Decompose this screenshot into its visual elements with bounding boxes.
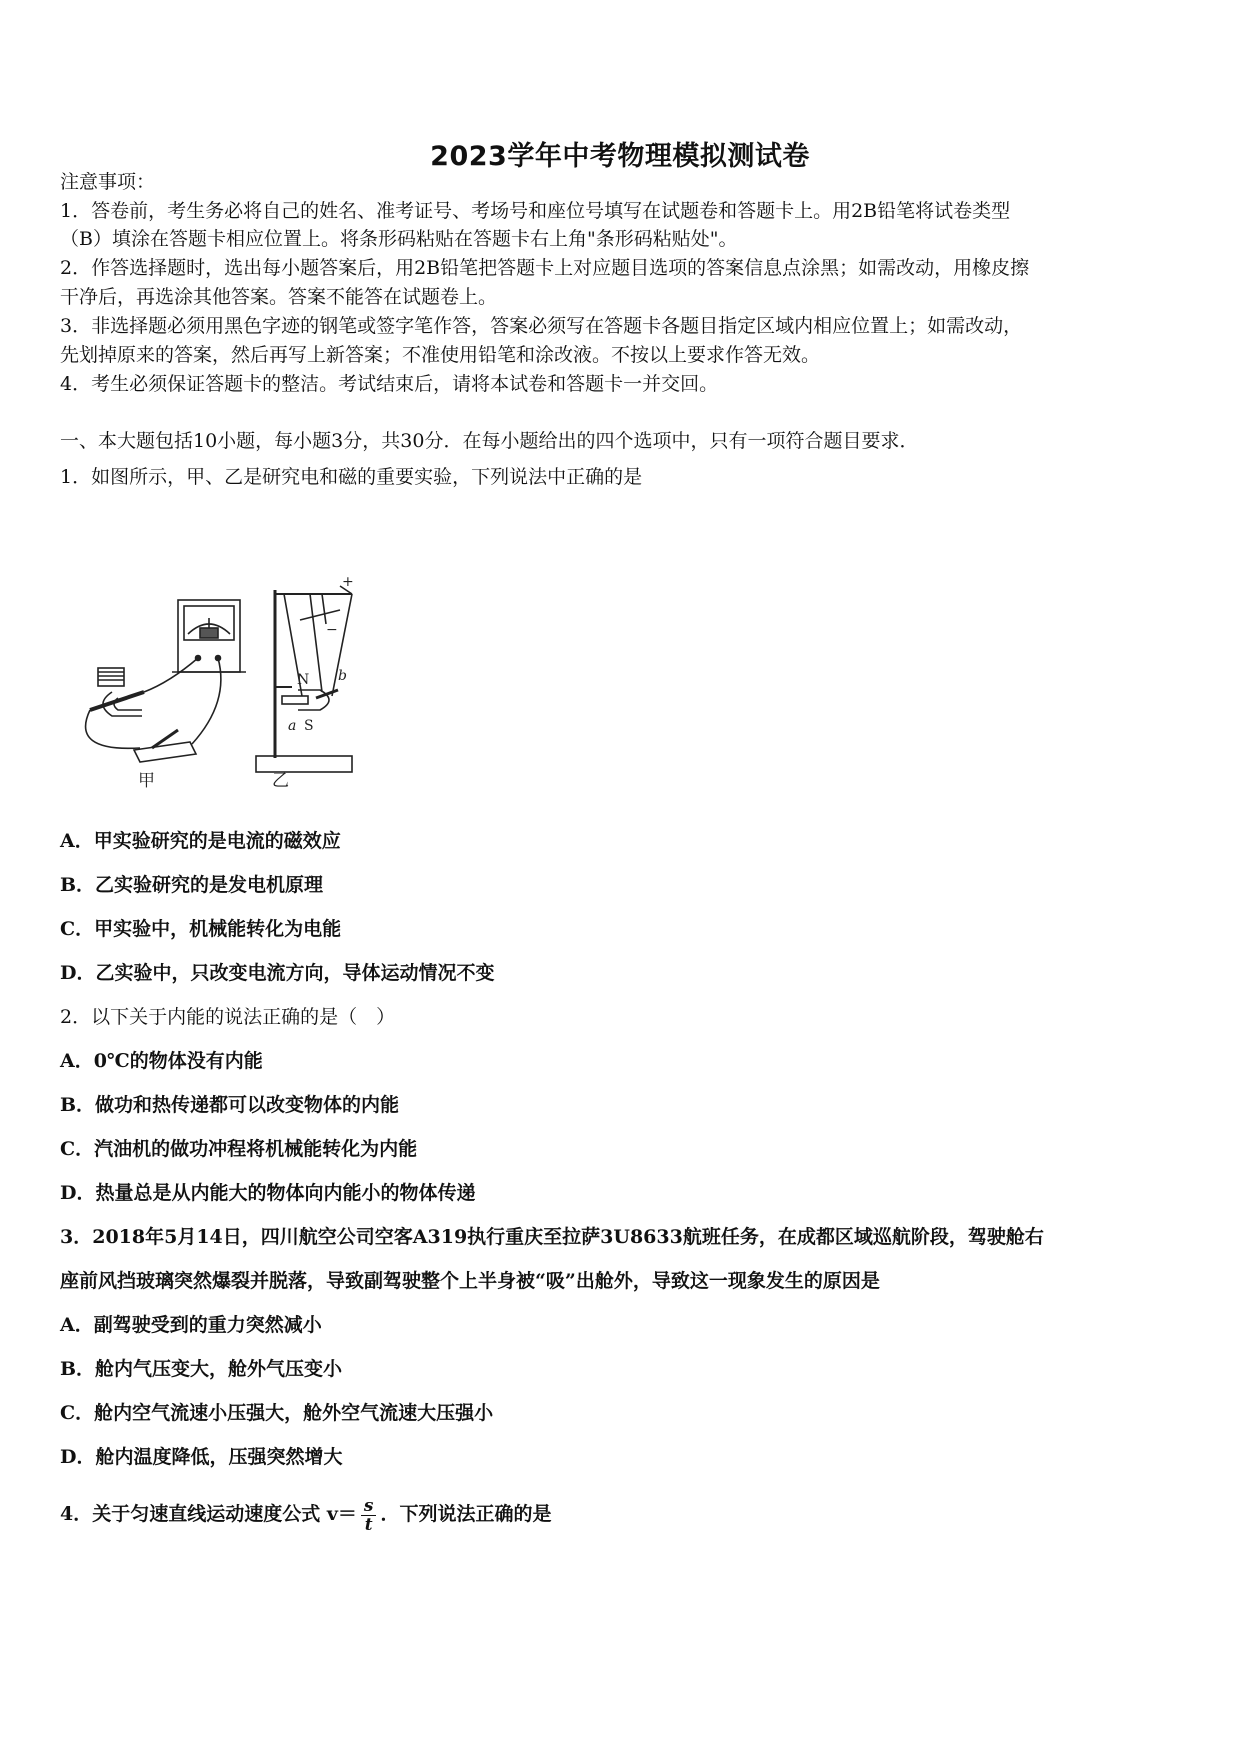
north-pole-label: N xyxy=(297,672,310,688)
notes-line: 先划掉原来的答案，然后再写上新答案；不准使用铅笔和涂改液。不按以上要求作答无效。 xyxy=(60,344,821,366)
notes-line: 3．非选择题必须用黑色字迹的钢笔或签字笔作答，答案必须写在答题卡各题目指定区域内相应位置上；如需改动， xyxy=(60,315,1023,337)
south-pole-label: S xyxy=(304,718,314,734)
option-c: C．甲实验中，机械能转化为电能 xyxy=(60,918,342,940)
option-b: B．乙实验研究的是发电机原理 xyxy=(60,874,324,896)
notes-line: 2．作答选择题时，选出每小题答案后，用2B铅笔把答题卡上对应题目选项的答案信息点涂黑；如需改动，用橡皮擦 xyxy=(60,257,1030,279)
notes-line: 干净后，再选涂其他答案。答案不能答在试题卷上。 xyxy=(60,286,498,308)
figure-label-jia: 甲 xyxy=(138,771,155,791)
option-a: A．0℃的物体没有内能 xyxy=(60,1050,263,1072)
notes-heading: 注意事项： xyxy=(60,171,156,193)
q4-stem-after: ．下列说法正确的是 xyxy=(380,1503,552,1525)
option-c: C．舱内空气流速小压强大，舱外空气流速大压强小 xyxy=(60,1402,494,1424)
question-stem xyxy=(60,1490,551,1538)
question-stem: 1．如图所示，甲、乙是研究电和磁的重要实验，下列说法中正确的是 xyxy=(60,466,643,488)
option-a: A．副驾驶受到的重力突然减小 xyxy=(60,1314,322,1336)
plus-label: + xyxy=(342,574,354,590)
electromagnetism-figure xyxy=(60,572,460,794)
notes-line: 4．考生必须保证答题卡的整洁。考试结束后，请将本试卷和答题卡一并交回。 xyxy=(60,373,719,395)
fraction-denominator: t xyxy=(364,1514,373,1535)
speed-formula-fraction xyxy=(361,1497,377,1534)
option-c: C．汽油机的做功冲程将机械能转化为内能 xyxy=(60,1138,418,1160)
notes-line: （B）填涂在答题卡相应位置上。将条形码粘贴在答题卡右上角"条形码粘贴处"。 xyxy=(60,228,738,250)
option-b: B．做功和热传递都可以改变物体的内能 xyxy=(60,1094,400,1116)
option-d: D．舱内温度降低，压强突然增大 xyxy=(60,1446,343,1468)
option-d: D．乙实验中，只改变电流方向，导体运动情况不变 xyxy=(60,962,495,984)
figure-label-yi: 乙 xyxy=(272,771,289,791)
question-stem-continued: 座前风挡玻璃突然爆裂并脱落，导致副驾驶整个上半身被“吸”出舱外，导致这一现象发生的原因是 xyxy=(60,1270,880,1292)
page-title: 2023学年中考物理模拟测试卷 xyxy=(430,141,810,172)
option-a: A．甲实验研究的是电流的磁效应 xyxy=(60,830,341,852)
notes-line: 1．答卷前，考生务必将自己的姓名、准考证号、考场号和座位号填写在试题卷和答题卡上。用2B铅笔将试卷类型 xyxy=(60,200,1011,222)
point-b-label: b xyxy=(338,668,347,684)
question-stem: 3．2018年5月14日，四川航空公司空客A319执行重庆至拉萨3U8633航班任务，在成都区域巡航阶段，驾驶舱右 xyxy=(60,1226,1044,1248)
minus-label: − xyxy=(326,622,338,638)
point-a-label: a xyxy=(288,718,297,734)
option-d: D．热量总是从内能大的物体向内能小的物体传递 xyxy=(60,1182,476,1204)
fraction-numerator: s xyxy=(361,1497,377,1516)
option-b: B．舱内气压变大，舱外气压变小 xyxy=(60,1358,343,1380)
question-stem: 2．以下关于内能的说法正确的是（ ） xyxy=(60,1006,396,1028)
q4-stem-before: 4．关于匀速直线运动速度公式 v＝ xyxy=(60,1503,357,1525)
section-heading: 一、本大题包括10小题，每小题3分，共30分．在每小题给出的四个选项中，只有一项符合题目要求． xyxy=(60,430,919,452)
